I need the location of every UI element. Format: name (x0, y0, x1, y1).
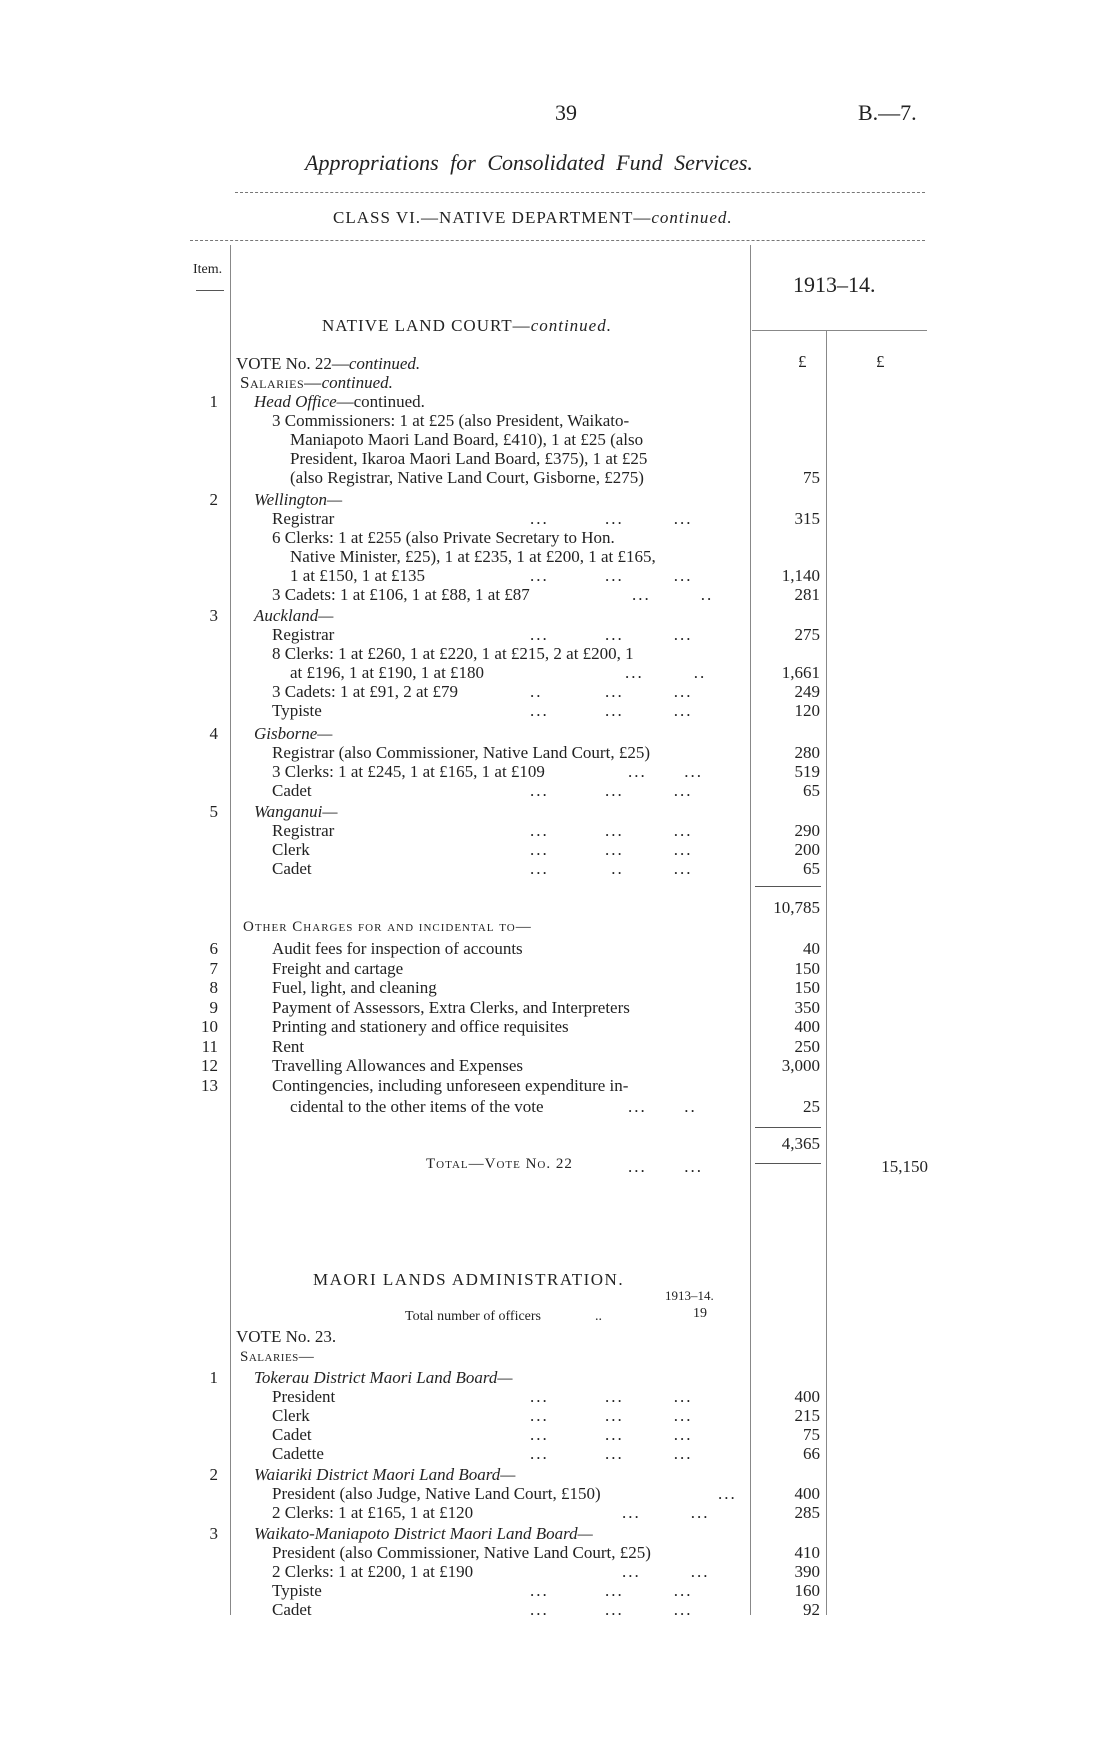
officers-count: 19 (693, 1306, 707, 1321)
salary-line: Registrar (also Commissioner, Native Land Court, £25) (272, 743, 650, 762)
salary-amount: 92 (803, 1600, 820, 1619)
leader-dots: ... ... ... (530, 821, 693, 840)
leader-dots: ... ... (622, 1562, 710, 1581)
salary-line: President (also Commissioner, Native Land Court, £25) (272, 1543, 651, 1562)
item-number: 13 (201, 1076, 218, 1095)
head-office-line: Maniapoto Maori Land Board, £410), 1 at £25 (also (290, 430, 644, 449)
item-number: 8 (209, 978, 218, 997)
salary-amount: 249 (794, 682, 820, 701)
item-number: 1 (209, 1368, 218, 1387)
vote-22-total-label: Total—Vote No. 22 (426, 1156, 573, 1172)
other-charge-amount: 150 (794, 959, 820, 978)
leader-dots: ... ... (622, 1503, 710, 1522)
section-heading-maori-lands: MAORI LANDS ADMINISTRATION. (313, 1270, 625, 1289)
wellington-heading: Wellington— (254, 490, 343, 509)
vote-22-heading (236, 354, 420, 373)
salary-line: Cadet (272, 859, 312, 878)
salary-amount: 65 (803, 859, 820, 878)
other-charges-heading: Other Charges for and incidental to— (243, 919, 532, 935)
salary-amount: 280 (794, 743, 820, 762)
salary-line: Cadet (272, 1425, 312, 1444)
salary-line: 6 Clerks: 1 at £255 (also Private Secretary to Hon. (272, 528, 615, 547)
item-number: 3 (209, 1524, 218, 1543)
leader-dots: ... ... ... (530, 509, 693, 528)
year-header-rule (752, 330, 927, 331)
document-reference: B.—7. (858, 100, 917, 125)
leader-dots: .. (595, 1309, 602, 1324)
item-number: 2 (209, 1465, 218, 1484)
salary-line: 3 Clerks: 1 at £245, 1 at £165, 1 at £109 (272, 762, 545, 781)
salary-amount: 120 (794, 701, 820, 720)
leader-dots: ... ... ... (530, 566, 693, 585)
salary-line: at £196, 1 at £190, 1 at £180 (290, 663, 485, 682)
head-office-line: 3 Commissioners: 1 at £25 (also President, Waikato- (272, 411, 630, 430)
head-office-label: Head Office (254, 392, 337, 411)
salary-amount: 281 (794, 585, 820, 604)
amount-column-divider-left (750, 245, 751, 1615)
wanganui-heading: Wanganui— (254, 802, 338, 821)
waikato-maniapoto-heading: Waikato-Maniapoto District Maori Land Board— (254, 1524, 593, 1543)
salary-amount: 66 (803, 1444, 820, 1463)
other-charge-line: Rent (272, 1037, 305, 1056)
salary-line: Typiste (272, 701, 322, 720)
item-number: 10 (201, 1017, 218, 1036)
other-charge-amount: 350 (794, 998, 820, 1017)
other-charge-line: Contingencies, including unforeseen expenditure in- (272, 1076, 629, 1095)
leader-dots: ... .. (628, 1097, 697, 1116)
item-number: 3 (209, 606, 218, 625)
salary-line: 3 Cadets: 1 at £91, 2 at £79 (272, 682, 459, 701)
item-number: 12 (201, 1056, 218, 1075)
head-office-line: (also Registrar, Native Land Court, Gisborne, £275) (290, 468, 644, 487)
item-column-header: Item. (193, 262, 223, 277)
total-rule (755, 1163, 821, 1164)
leader-dots: ... ... ... (530, 625, 693, 644)
leader-dots: ... ... ... (530, 1444, 693, 1463)
other-charge-amount: 400 (794, 1017, 820, 1036)
other-charge-line: Audit fees for inspection of accounts (272, 939, 523, 958)
head-office-line: President, Ikaroa Maori Land Board, £375), 1 at £25 (290, 449, 648, 468)
class-line-prefix: CLASS VI.—NATIVE DEPARTMENT— (333, 208, 652, 227)
item-column-divider (230, 245, 231, 1615)
salary-amount: 1,661 (781, 663, 820, 682)
salary-amount: 315 (794, 509, 820, 528)
salary-line: Cadet (272, 1600, 312, 1619)
salary-amount: 285 (794, 1503, 820, 1522)
subtotal-rule (755, 886, 821, 887)
class-line (333, 208, 733, 228)
waiariki-heading: Waiariki District Maori Land Board— (254, 1465, 516, 1484)
auckland-heading: Auckland— (254, 606, 334, 625)
class-line-suffix: continued. (651, 208, 733, 227)
other-charge-line: Travelling Allowances and Expenses (272, 1056, 524, 1075)
pound-sign-right: £ (876, 352, 885, 371)
salaries-text: Salaries— (240, 373, 322, 392)
salaries-subtotal: 10,785 (773, 898, 820, 917)
leader-dots: ... ... ... (530, 701, 693, 720)
salary-amount: 75 (803, 1425, 820, 1444)
vote-22-text: VOTE No. 22— (236, 354, 349, 373)
item-header-rule (196, 290, 224, 291)
section-heading-native-land-court (322, 316, 612, 336)
other-charge-line: Freight and cartage (272, 959, 404, 978)
salary-line: 2 Clerks: 1 at £165, 1 at £120 (272, 1503, 474, 1522)
other-charge-line: Printing and stationery and office requisites (272, 1017, 569, 1036)
officers-label: Total number of officers (405, 1309, 541, 1324)
item-number: 7 (209, 959, 218, 978)
salary-line: 3 Cadets: 1 at £106, 1 at £88, 1 at £87 (272, 585, 530, 604)
salary-amount: 400 (794, 1387, 820, 1406)
salary-amount: 65 (803, 781, 820, 800)
salary-amount: 290 (794, 821, 820, 840)
vote-22-total-amount: 15,150 (881, 1157, 928, 1176)
table-top-divider (190, 240, 925, 241)
head-office-continued: —continued. (336, 392, 425, 411)
salary-amount: 215 (794, 1406, 820, 1425)
salary-amount: 275 (794, 625, 820, 644)
salary-line: Clerk (272, 1406, 310, 1425)
page-title: Appropriations for Consolidated Fund Services. (305, 150, 753, 175)
item-number: 2 (209, 490, 218, 509)
salary-line: 8 Clerks: 1 at £260, 1 at £220, 1 at £215, 2 at £200, 1 (272, 644, 634, 663)
head-office-heading (254, 392, 425, 411)
salary-amount: 390 (794, 1562, 820, 1581)
other-charge-amount: 40 (803, 939, 820, 958)
salary-amount: 519 (794, 762, 820, 781)
leader-dots: ... ... ... (530, 840, 693, 859)
leader-dots: ... ... ... (530, 1425, 693, 1444)
salary-line: President (272, 1387, 336, 1406)
salary-line: Registrar (272, 821, 335, 840)
officers-year: 1913–14. (665, 1288, 714, 1303)
subtotal-rule (755, 1127, 821, 1128)
leader-dots: ... .. (625, 663, 707, 682)
item-number: 6 (209, 939, 218, 958)
vote-22-continued: continued. (348, 354, 421, 373)
salary-line: Native Minister, £25), 1 at £235, 1 at £200, 1 at £165, (290, 547, 656, 566)
salary-line: 1 at £150, 1 at £135 (290, 566, 426, 585)
vote-23-heading: VOTE No. 23. (236, 1327, 337, 1346)
pound-sign-left: £ (798, 352, 807, 371)
leader-dots: ... ... ... (530, 781, 693, 800)
section-heading-text: NATIVE LAND COURT— (322, 316, 531, 335)
leader-dots: ... ... (628, 1157, 703, 1176)
salary-line: Cadet (272, 781, 312, 800)
leader-dots: ... .. (632, 585, 714, 604)
amount-column-divider-right (826, 330, 827, 1615)
header-divider (235, 192, 925, 193)
section-heading-continued: continued. (530, 316, 612, 335)
salary-amount: 200 (794, 840, 820, 859)
gisborne-heading: Gisborne— (254, 724, 333, 743)
item-number: 9 (209, 998, 218, 1017)
salaries-heading: Salaries— (240, 1349, 315, 1365)
other-charges-subtotal: 4,365 (781, 1134, 820, 1153)
salary-line: Typiste (272, 1581, 322, 1600)
salary-line: Clerk (272, 840, 310, 859)
salary-line: 2 Clerks: 1 at £200, 1 at £190 (272, 1562, 474, 1581)
salary-line: President (also Judge, Native Land Court, £150) (272, 1484, 601, 1503)
other-charge-amount: 250 (794, 1037, 820, 1056)
other-charge-amount: 25 (803, 1097, 820, 1116)
other-charge-amount: 3,000 (781, 1056, 820, 1075)
salary-line: Cadette (272, 1444, 324, 1463)
leader-dots: ... ... ... (530, 1581, 693, 1600)
leader-dots: ... ... ... (530, 1600, 693, 1619)
item-number: 11 (201, 1037, 218, 1056)
other-charge-amount: 150 (794, 978, 820, 997)
leader-dots: ... ... ... (530, 1387, 693, 1406)
head-office-amount: 75 (803, 468, 820, 487)
salary-amount: 410 (794, 1543, 820, 1562)
item-number: 5 (209, 802, 218, 821)
salaries-continued: continued. (321, 373, 393, 392)
tokerau-heading: Tokerau District Maori Land Board— (254, 1368, 513, 1387)
item-number: 1 (209, 392, 218, 411)
item-number: 4 (209, 724, 218, 743)
salary-amount: 400 (794, 1484, 820, 1503)
salaries-heading (240, 373, 393, 392)
leader-dots: ... ... (628, 762, 703, 781)
salary-line: Registrar (272, 509, 335, 528)
leader-dots: .. ... ... (530, 682, 693, 701)
other-charge-line: cidental to the other items of the vote (290, 1097, 544, 1116)
leader-dots: ... ... ... (530, 1406, 693, 1425)
page-number: 39 (555, 100, 577, 125)
leader-dots: ... (718, 1484, 737, 1503)
salary-amount: 160 (794, 1581, 820, 1600)
year-column-header: 1913–14. (793, 272, 876, 297)
leader-dots: ... .. ... (530, 859, 693, 878)
other-charge-line: Fuel, light, and cleaning (272, 978, 437, 997)
other-charge-line: Payment of Assessors, Extra Clerks, and Interpreters (272, 998, 630, 1017)
salary-amount: 1,140 (781, 566, 820, 585)
salary-line: Registrar (272, 625, 335, 644)
